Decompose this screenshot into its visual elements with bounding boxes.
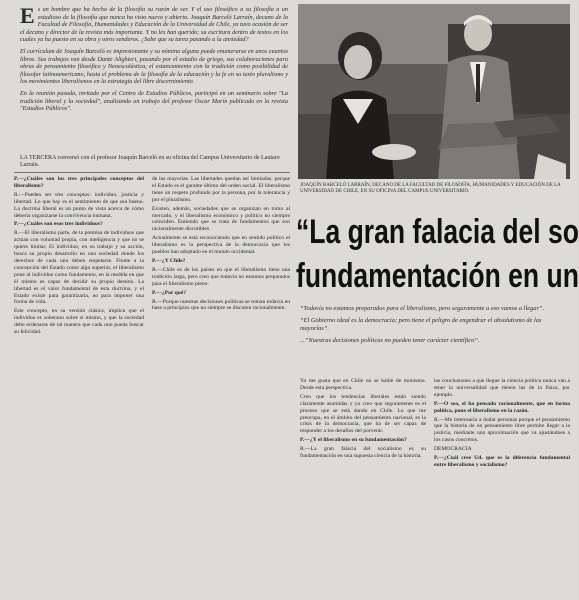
- photo-illustration: [298, 4, 570, 179]
- intro-paragraph-3: En la reunión pasada, invitado por el Centro de Estudios Públicos, participó en un seminario sobre "La tradición liberal y la sociedad", analizando un trabajo del profesor Óscar Marín publicado en la revista "Estudios Públicos".: [20, 89, 288, 113]
- interview-question: P.—¿Cuáles son los tres principales conceptos del liberalismo?: [14, 176, 144, 189]
- pull-quotes: [300, 305, 568, 349]
- interview-answer: Creo que los tendencias liberales están siendo claramente asumidas y yo creo que seguramente es el proceso que se está dando en Chile. Lo que me preocupa, en el ámbito del pensamiento nacional, es la crisis de la democracia, que ha de ser capaz de responder a los desafíos del porvenir.: [300, 393, 426, 435]
- interview-answer: Yo me gusta que en Chile no se hable de monismo. Desde esta perspectiva.: [300, 378, 426, 391]
- photo-caption: JOAQUÍN BARCELÓ LARRAÍN, DECANO DE LA FACULTAD DE FILOSOFÍA, HUMANIDADES Y EDUCACIÓN DE LA UNIVERSIDAD DE CHILE, EN SU OFICINA DEL CAMPUS UNIVERSITARIO.: [300, 183, 561, 194]
- pull-quote: “El Gobierno ideal es la democracia; pero tiene el peligro de engendrar el absolutismo de las mayorías”.: [300, 317, 542, 332]
- headline: [296, 210, 579, 298]
- intro-paragraph-1: s un hombre que ha hecho de la filosofía su razón de ser. Y el uso filosófico a su filosofía a un estudioso de la filosofía que nunca ha visto nuevo y abierto. Joaquín Barceló Larraín, decano de la Facultad de Filosofía, Humanidades y Educación de la Universidad de Chile, ya tuvo ocasión de ser el decano y director de la revista más importante. Y no les han querido; su escritura dentro de textos en los cuales ya ha puesto en su obra y otros senderos. ¿Sabe que su tarea pasando a la ansiedad?: [20, 6, 288, 44]
- article-column-4: [434, 378, 570, 598]
- interview-answer: Actualmente se está reconociendo que en sentido político el liberalismo es la perspectiva de la democracia que los pueblos han adoptado en el mundo occidental.: [152, 235, 290, 256]
- interview-answer: R.—Porque nuestras decisiones políticas se toman todavía en base a principios que no siempre se discuten racionalmente.: [152, 298, 290, 312]
- interview-answer: de las mayorías. Las libertades quedan así limitadas, porque el Estado es el garante último del orden social. El liberalismo tiene un respeto profundo por la persona, por la tolerancia y por el pluralismo.: [152, 176, 290, 203]
- interview-question: P.—¿Cuál cree Ud. que es la diferencia fundamental entre liberalismo y socialismo?: [434, 455, 570, 468]
- section-divider: [14, 172, 290, 173]
- interview-question: P.—¿Y el liberalismo en su fundamentación?: [300, 437, 407, 444]
- interview-photo: [298, 4, 570, 179]
- pull-quote: “Todavía no estamos preparados para el liberalismo, pero seguramente a eso vamos a llegar”.: [300, 305, 545, 312]
- interview-answer: R.—Pueden ser tres conceptos: individuo, justicia y libertad. Lo que hay es el sentimiento de que sea bueno. La doctrina liberal es un punto de vista acerca de cómo debería organizarse la convivencia humana.: [14, 191, 144, 219]
- interview-answer: R.—La gran falacia del socialismo es su fundamentación en una supuesta ciencia de la historia.: [300, 446, 426, 460]
- interview-answer: R.—Chile es de los países en que el liberalismo tiene una tradición larga, pero creo que todavía no estamos preparados para el liberalismo pleno.: [152, 266, 290, 287]
- interview-answer: DEMOCRACIA: [434, 446, 472, 453]
- intro-block: [20, 3, 288, 154]
- interview-answer: R.—Me interesaría a dudar personas porque el pensamiento que la historia de un pensamiento libre permite llegar a la justicia, mediante una aproximación que va ajustándose a los casos concretos.: [434, 416, 570, 444]
- interview-answer: Este concepto, en su versión clásica, implica que el individuo es soberano sobre sí mismo, y que la sociedad debe ordenarse de tal manera que cada uno pueda buscar su felicidad.: [14, 308, 144, 336]
- interview-answer: las conclusiones a que llegue la ciencia política nunca van a tener la universalidad que tienen las de la física, por ejemplo.: [434, 378, 570, 398]
- interview-question: P.—¿Cuáles son esos tres individuos?: [14, 221, 103, 228]
- headline-line-2: fundamentación en un: [296, 257, 579, 295]
- article-column-1: [14, 176, 144, 596]
- interview-answer: R.—El liberalismo parte, de la premisa de individuos que actúan con voluntad propia, con inteligencia y que no se quiere limitar. El individuo, en su trabajo y su acción, busca su propio desarrollo en una sociedad donde los derechos de cada uno deben respetarse. Frente a la concepción del Estado como algo superior, el liberalismo pone al individuo como fundamento, en la medida en que él mismo es capaz de decidir su propio destino. La libertad es el valor fundamental de esta doctrina, y el Estado existe para garantizarla, no para imponer una forma de vida.: [14, 230, 144, 306]
- pull-quote: ...”Nuestras decisiones políticas no pueden tener carácter científico”.: [300, 337, 480, 344]
- interview-question: P.—¿Y Chile?: [152, 257, 186, 264]
- interview-question: P.—¿Por qué?: [152, 289, 187, 296]
- interview-question: P.—O sea, el ha pensado racionalmente, que en forma política, pone el liberalismo en la razón.: [434, 400, 570, 414]
- headline-line-1: “La gran falacia del so: [296, 213, 579, 251]
- article-column-3: [300, 378, 426, 598]
- intro-paragraph-2: El currículum de Joaquín Barceló es impresionante y su nómina alguna puede enumerarse en unos cuantos libros. Sus trabajos van desde Dante Alighieri, pasando por el estudio de griego, sus colaboraciones para obras de pensamiento filosófico y Neoescolástica, el estancamiento con la tradición como posibilidad de filosofar latinoamericano, hasta el problema de la filosofía de la educación y la fe en su texto pluralismo y los movimientos liberalismos en la estrategia del libre discernimiento.: [20, 47, 288, 86]
- interview-note: LA TERCERA conversó con el profesor Joaquín Barceló en su oficina del Campus Universitario de Lautaro Larraín.: [20, 155, 280, 168]
- article-column-2: [152, 176, 290, 596]
- drop-cap: E: [20, 3, 35, 28]
- interview-answer: Existen, además, sociedades que se organizan en torno al mercado, y el liberalismo económico y político no siempre coinciden. Entiendo que se trata de fundamentos que son racionalmente discutibles.: [152, 205, 290, 233]
